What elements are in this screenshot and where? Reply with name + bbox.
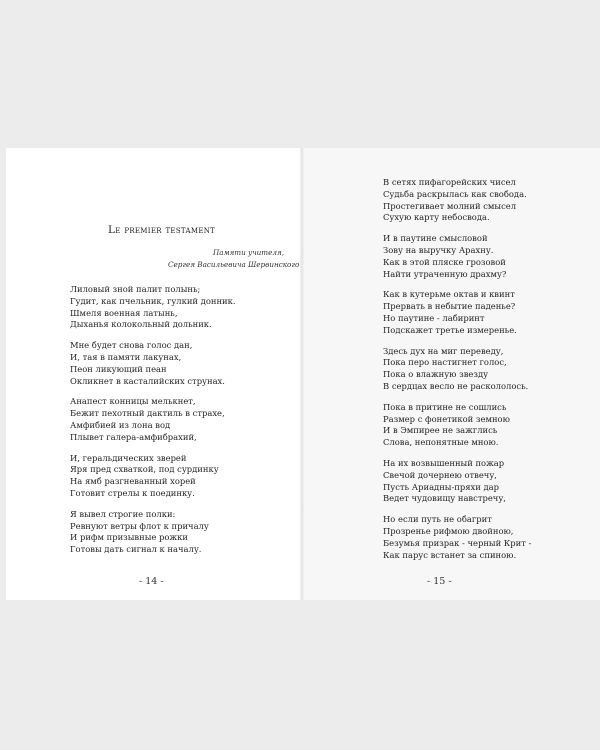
right-poem-column [383, 177, 531, 570]
page-number-right: - 15 - [427, 576, 452, 587]
poem-title: Le premier testament [108, 224, 216, 236]
verse-line: Ревнуют ветры флот к причалу [70, 520, 209, 531]
verse-line: Яря пред схваткой, под сурдинку [70, 464, 219, 475]
verse-line: Найти утраченную драхму? [383, 268, 507, 279]
verse-line: И в паутине смысловой [383, 233, 488, 244]
verse-line: Пока в притине не сошлись [383, 401, 507, 412]
stanza [70, 453, 236, 500]
verse-line: Анапест конницы мелькнет, [70, 396, 196, 407]
verse-line: Пеон ликующий пеан [70, 363, 167, 374]
verse-line: Плывет галера-амфибрахий, [70, 431, 197, 442]
verse-line: Окликнет в касталийских струнах. [70, 375, 225, 386]
verse-line: Здесь дух на миг переведу, [383, 345, 504, 356]
verse-line: На их возвышенный пожар [383, 457, 505, 468]
verse-line: И, геральдических зверей [70, 452, 187, 463]
stanza [383, 458, 531, 505]
dedication-line: Сергея Васильевича Шервинского [168, 259, 300, 269]
verse-line: Сухую карту небосвода. [383, 212, 490, 223]
dedication [168, 247, 300, 270]
verse-line: Слова, непонятные мною. [383, 437, 499, 448]
stanza [70, 284, 236, 331]
left-poem-column [70, 284, 236, 565]
verse-line: Готовит стрелы к поединку. [70, 487, 195, 498]
stanza [70, 340, 236, 387]
verse-line: И рифм призывные рожки [70, 532, 188, 543]
verse-line: Но если путь не обагрит [383, 514, 492, 525]
verse-line: Дыханья колокольный дольник. [70, 319, 212, 330]
verse-line: И в Эмпирее не зажглись [383, 425, 498, 436]
verse-line: Пусть Ариадны-пряхи дар [383, 481, 499, 492]
verse-line: Безумья призрак - черный Крит - [383, 537, 532, 548]
verse-line: В сердцах весло не раскололось. [383, 380, 529, 391]
verse-line: Как в этой пляске грозовой [383, 256, 506, 267]
verse-line: Прервать в небытие паденье? [383, 301, 516, 312]
stanza [70, 396, 236, 443]
verse-line: Шмеля военная латынь, [70, 307, 178, 318]
stanza [70, 509, 236, 556]
verse-line: Амфибией из лона вод [70, 419, 171, 430]
verse-line: И, тая в памяти лакунах, [70, 351, 182, 362]
verse-line: Лиловый зной палит полынь; [70, 284, 201, 294]
verse-line: Я вывел строгие полки: [70, 508, 176, 519]
verse-line: Как в кутерьме октав и квинт [383, 289, 515, 300]
verse-line: Зову на выручку Арахну. [383, 244, 494, 255]
verse-line: Размер с фонетикой земною [383, 413, 510, 424]
verse-line: Простегивает молний смысел [383, 200, 517, 211]
stanza [383, 514, 531, 561]
verse-line: Ведет чудовищу навстречу, [383, 493, 506, 504]
verse-line: Свечой дочернею отвечу, [383, 469, 497, 480]
book-spine [300, 148, 304, 600]
verse-line: Мне будет снова голос дан, [70, 340, 193, 351]
verse-line: Пока перо настигнет голос, [383, 357, 507, 368]
verse-line: Но паутине - лабиринт [383, 312, 485, 323]
verse-line: Бежит пехотный дактиль в страхе, [70, 408, 225, 419]
dedication-line: Памяти учителя, [213, 248, 284, 257]
verse-line: Готовы дать сигнал к началу. [70, 544, 202, 555]
page-number-left: - 14 - [139, 576, 164, 587]
verse-line: Как парус встанет за спиною. [383, 549, 517, 560]
verse-line: Судьба раскрылась как свобода. [383, 188, 527, 199]
verse-line: В сетях пифагорейских чисел [383, 177, 516, 187]
verse-line: Гудит, как пчельник, гулкий донник. [70, 295, 236, 306]
verse-line: Прозренье рифмою двойною, [383, 525, 514, 536]
stanza [383, 233, 531, 280]
verse-line: Подскажет третье измеренье. [383, 324, 517, 335]
stanza [383, 177, 531, 224]
verse-line: На ямб разгневанный хорей [70, 476, 196, 487]
stanza [383, 289, 531, 336]
verse-line: Пока о влажную звезду [383, 369, 489, 380]
stanza [383, 346, 531, 393]
stanza [383, 402, 531, 449]
